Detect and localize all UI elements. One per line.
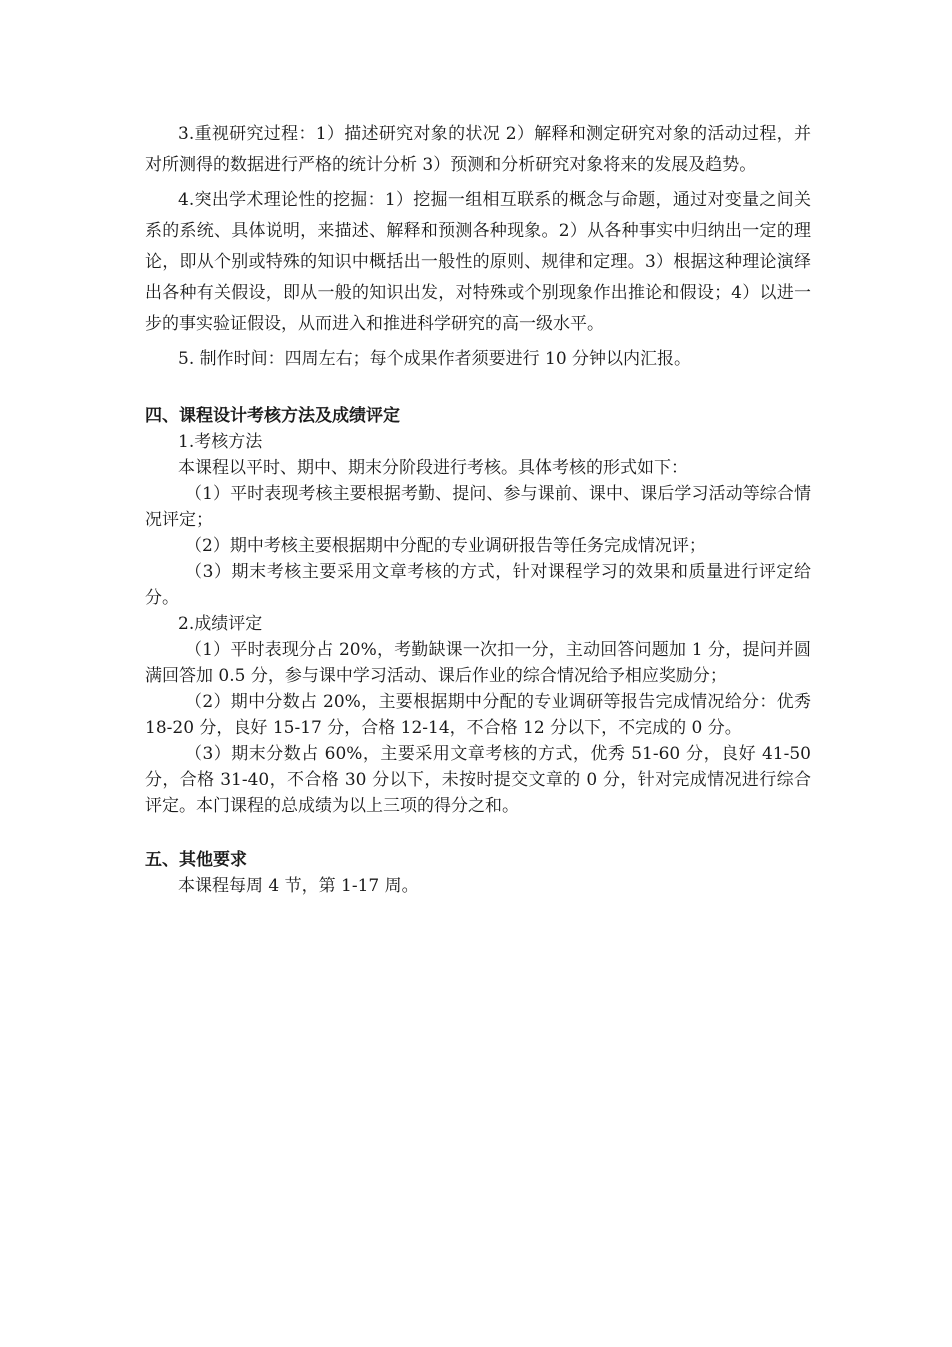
subheading-assessment-method: 1.考核方法 <box>178 432 263 452</box>
paragraph-regular-grade: （1）平时表现分占 20%，考勤缺课一次扣一分，主动回答问题加 1 分，提问并圆满回答加 0.5 分，参与课中学习活动、课后作业的综合情况给予相应奖励分； <box>145 640 811 686</box>
paragraph-regular-assessment: （1）平时表现考核主要根据考勤、提问、参与课前、课中、课后学习活动等综合情况评定； <box>145 484 811 530</box>
paragraph-midterm-grade: （2）期中分数占 20%，主要根据期中分配的专业调研等报告完成情况给分：优秀 18-20 分，良好 15-17 分，合格 12-14，不合格 12 分以下，不完成的 0 分。 <box>145 692 811 738</box>
paragraph-schedule: 本课程每周 4 节，第 1-17 周。 <box>178 876 419 896</box>
paragraph-theory-mining: 4.突出学术理论性的挖掘：1）挖掘一组相互联系的概念与命题，通过对变量之间关系的系统、具体说明，来描述、解释和预测各种现象。2）从各种事实中归纳出一定的理论，即从个别或特殊的知识中概括出一般性的原则、规律和定理。3）根据这种理论演绎出各种有关假设，即从一般的知识出发，对特殊或个别现象作出推论和假设；4）以进一步的事实验证假设，从而进入和推进科学研究的高一级水平。 <box>145 190 811 334</box>
paragraph-production-time: 5. 制作时间：四周左右；每个成果作者须要进行 10 分钟以内汇报。 <box>178 349 692 369</box>
paragraph-midterm-assessment: （2）期中考核主要根据期中分配的专业调研报告等任务完成情况评； <box>185 536 706 556</box>
section-assessment <box>145 403 811 819</box>
section-heading-assessment: 四、课程设计考核方法及成绩评定 <box>145 406 400 426</box>
section-heading-other: 五、其他要求 <box>145 850 247 870</box>
paragraph-research-process: 3.重视研究过程：1）描述研究对象的状况 2）解释和测定研究对象的活动过程，并对所测得的数据进行严格的统计分析 3）预测和分析研究对象将来的发展及趋势。 <box>145 124 811 175</box>
paragraph-final-grade: （3）期末分数占 60%，主要采用文章考核的方式，优秀 51-60 分，良好 41-50 分，合格 31-40，不合格 30 分以下，未按时提交文章的 0 分，针对完成情况进行综合评定。本门课程的总成绩为以上三项的得分之和。 <box>145 744 811 816</box>
paragraph-final-assessment: （3）期末考核主要采用文章考核的方式，针对课程学习的效果和质量进行评定给分。 <box>145 562 811 608</box>
section-spacer <box>145 379 811 403</box>
section-other-requirements <box>145 847 811 899</box>
subheading-grading: 2.成绩评定 <box>178 614 263 634</box>
section-spacer <box>145 819 811 847</box>
document-body <box>145 119 811 899</box>
paragraph-assessment-intro: 本课程以平时、期中、期末分阶段进行考核。具体考核的形式如下： <box>178 458 688 478</box>
